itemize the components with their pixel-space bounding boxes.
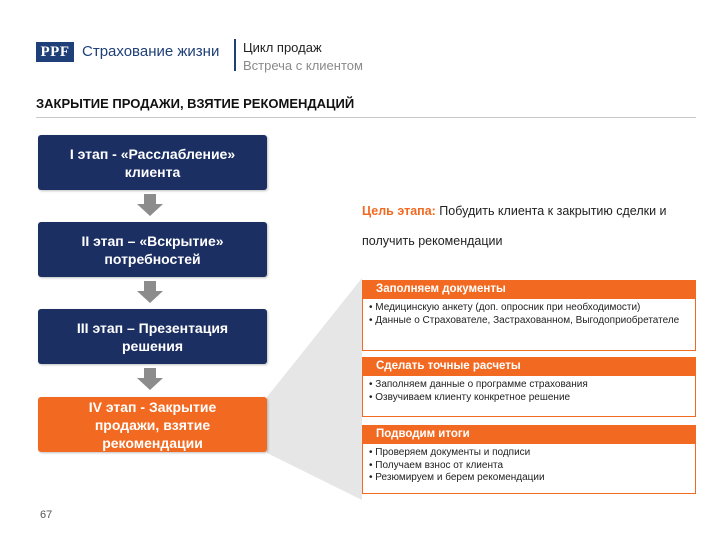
list-item: • Резюмируем и берем рекомендации <box>369 472 545 483</box>
goal-label: Цель этапа: <box>362 204 436 218</box>
list-item: • Получаем взнос от клиента <box>369 459 504 471</box>
brand-logo-mark: PPF <box>36 42 74 62</box>
stage-1-box <box>38 135 267 190</box>
down-arrow-icon <box>137 281 163 303</box>
stage-3-label: III этап – Презентация решения <box>76 319 229 354</box>
list-item: • Заполняем данные о программе страхования <box>369 379 588 390</box>
stage-4-box <box>38 397 267 452</box>
page-title: ЗАКРЫТИЕ ПРОДАЖИ, ВЗЯТИЕ РЕКОМЕНДАЦИЙ <box>36 96 355 111</box>
list-item-text: Данные о Страхователе, Застрахованном, Выгодоприобретателе <box>375 314 680 326</box>
list-item: • Медицинскую анкету (доп. опросник при необходимости) <box>369 302 641 313</box>
connector-shape <box>267 278 362 500</box>
section-2-list <box>362 376 696 417</box>
page-number: 67 <box>40 509 53 521</box>
down-arrow-icon <box>137 368 163 390</box>
stage-1-label: I этап - «Расслабление» клиента <box>69 145 236 180</box>
brand-logo-text: Страхование жизни <box>82 43 220 60</box>
list-item: • Проверяем документы и подписи <box>369 447 531 458</box>
down-arrow-icon <box>137 194 163 216</box>
header-subtitle: Встреча с клиентом <box>243 58 363 73</box>
list-item-text: Медицинскую анкету (доп. опросник при необходимости) <box>375 302 641 313</box>
section-3-header: Подводим итоги <box>362 425 696 444</box>
list-item-text: Заполняем данные о программе страхования <box>375 379 588 390</box>
list-item: • Данные о Страхователе, Застрахованном, Выгодоприобретателе <box>369 314 680 326</box>
list-item-text: Проверяем документы и подписи <box>375 447 531 458</box>
list-item-text: Получаем взнос от клиента <box>375 459 504 471</box>
stage-4-label: IV этап - Закрытие продажи, взятие рекомендации <box>88 398 217 451</box>
goal-text: Побудить клиента к закрытию сделки и получить рекомендации <box>362 204 667 248</box>
section-1-header: Заполняем документы <box>362 280 696 299</box>
section-1-list <box>362 299 696 351</box>
list-item-text: Озвучиваем клиенту конкретное решение <box>375 391 571 403</box>
section-3-list <box>362 444 696 494</box>
stage-2-label: II этап – «Вскрытие» потребностей <box>81 232 224 267</box>
list-item-text: Резюмируем и берем рекомендации <box>375 472 545 483</box>
stage-goal <box>362 196 702 256</box>
header-title: Цикл продаж <box>243 40 322 55</box>
stage-3-box <box>38 309 267 364</box>
list-item: • Озвучиваем клиенту конкретное решение <box>369 391 571 403</box>
stage-2-box <box>38 222 267 277</box>
section-2-header: Сделать точные расчеты <box>362 357 696 376</box>
